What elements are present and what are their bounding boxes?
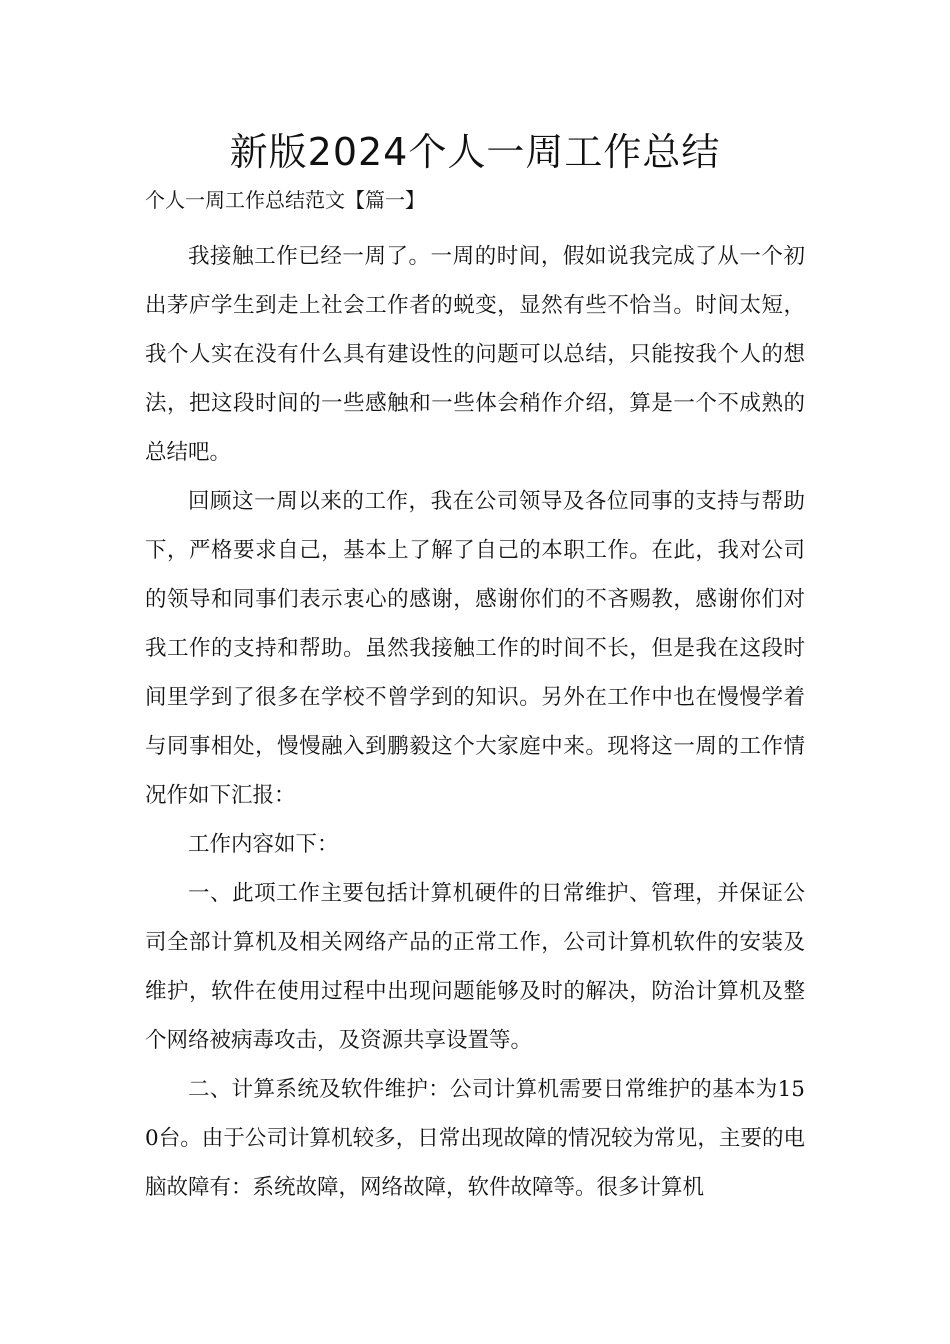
paragraph-item-one: 一、此项工作主要包括计算机硬件的日常维护、管理，并保证公司全部计算机及相关网络产品的正常工作，公司计算机软件的安装及维护，软件在使用过程中出现问题能够及时的解决，防治计算机及整个网络被病毒攻击，及资源共享设置等。 bbox=[145, 881, 805, 1053]
paragraph-item-two: 二、计算系统及软件维护：公司计算机需要日常维护的基本为150台。由于公司计算机较多，日常出现故障的情况较为常见，主要的电脑故障有：系统故障，网络故障，软件故障等。很多计算机 bbox=[145, 1077, 805, 1200]
document-body bbox=[145, 232, 805, 1212]
section-heading: 个人一周工作总结范文【篇一】 bbox=[145, 188, 425, 212]
document-title: 新版2024个人一周工作总结 bbox=[229, 130, 721, 174]
paragraph-review: 回顾这一周以来的工作，我在公司领导及各位同事的支持与帮助下，严格要求自己，基本上了解了自己的本职工作。在此，我对公司的领导和同事们表示衷心的感谢，感谢你们的不吝赐教，感谢你们对我工作的支持和帮助。虽然我接触工作的时间不长，但是我在这段时间里学到了很多在学校不曾学到的知识。另外在工作中也在慢慢学着与同事相处，慢慢融入到鹏毅这个大家庭中来。现将这一周的工作情况作如下汇报： bbox=[145, 489, 805, 808]
paragraph-intro: 我接触工作已经一周了。一周的时间，假如说我完成了从一个初出茅庐学生到走上社会工作者的蜕变，显然有些不恰当。时间太短，我个人实在没有什么具有建设性的问题可以总结，只能按我个人的想法，把这段时间的一些感触和一些体会稍作介绍，算是一个不成熟的总结吧。 bbox=[145, 244, 805, 465]
paragraph-work-content-heading: 工作内容如下： bbox=[188, 832, 339, 857]
